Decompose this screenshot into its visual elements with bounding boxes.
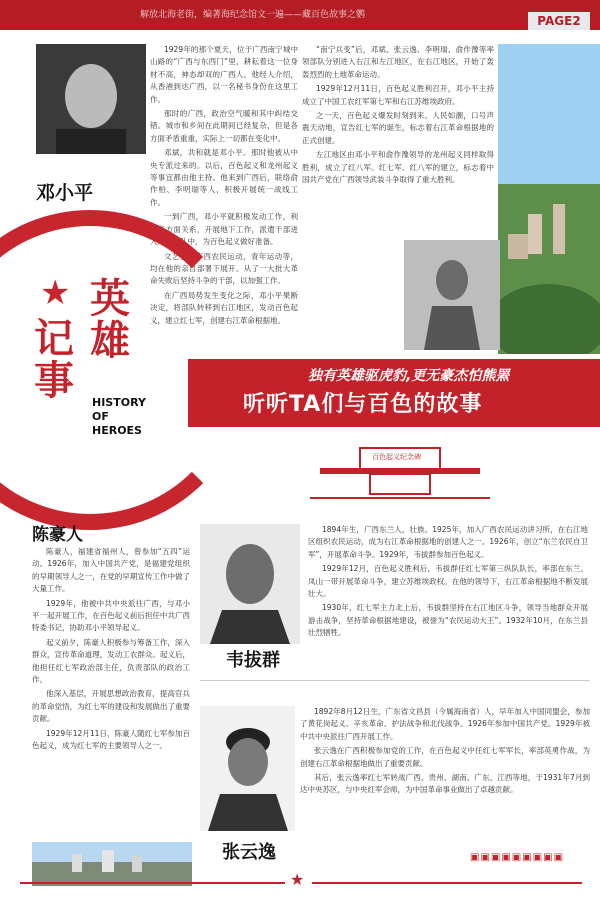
subtitle-line: HEROES [92, 424, 142, 437]
subtitle-line: HISTORY [92, 396, 146, 409]
section-title-2: 记事 [34, 315, 74, 404]
chen-para: 1929年12月11日，陈豪人随红七军参加百色起义，成为红七军的主要领导人之一。 [32, 728, 190, 751]
dxp-para: 左江地区由邓小平和俞作豫领导的龙州起义同样取得胜利，成立了红八军。红七军、红八军的建立，标志着中国共产党在广西领导武装斗争取得了重大胜利。 [302, 150, 494, 185]
star-icon: ★ [40, 273, 71, 313]
banner [188, 359, 600, 427]
chen-para: 他深入基层，开展思想政治教育，提高官兵的革命觉悟，为红七军的建设和发展做出了重要贡献。 [32, 689, 190, 724]
banner-line2: 听听TA们与百色的故事 [243, 392, 483, 417]
dxp-text-col2 [302, 44, 494, 244]
dxp-para: 邓斌，共和就是邓小平。那时他被从中央专派过来的。以后，百色起义和龙州起义等事宜都由他主持。他来到广西后，联络俞作柏、李明瑞等人，积极开展统一战线工作。 [150, 148, 298, 207]
bottom-rule-right [312, 882, 582, 884]
wei-para: 1930年，红七军主力北上后，韦拔群坚持在右江地区斗争，领导当地群众开展游击战争，坚持革命根据地建设，被誉为“农民运动大王”。1932年10月，在东兰县壮烈牺牲。 [308, 603, 588, 638]
dxp-para: 一到广西，邓小平就积极发动工作，利用各方面关系，开展地下工作，派遣干部进入广西军队中，为百色起义做好准备。 [150, 212, 298, 247]
dxp-para: 那时的广西，政治空气暖和其中纠结交错。城市和乡间在此期间已经复杂，但是各方面矛盾重重，实际上一切都在变化中。 [150, 109, 298, 143]
city-photo [498, 44, 600, 354]
bottom-city-photo [32, 842, 192, 886]
bottom-rule-left [20, 882, 285, 884]
subtitle-line: OF [92, 410, 109, 423]
dxp-para: 1929年12月11日，百色起义胜利召开，邓小平主持成立了中国工农红军第七军和右江苏维埃政府。 [302, 84, 494, 106]
chen-para: 起义前夕，陈豪人积极参与筹备工作，深入群众，宣传革命道理，发动工农群众。起义后，他担任红七军政治部主任，负责部队的政治工作。 [32, 637, 190, 685]
dxp-para: “南宁兵变”后，邓斌、张云逸、李明瑞、俞作豫等率领部队分别进入右江和左江地区，在右江地区，开始了轰轰烈烈的土地革命运动。 [302, 45, 494, 79]
decor-pattern: ▣▣▣▣▣▣▣▣▣ [470, 852, 565, 863]
soldier-photo [404, 240, 500, 350]
header-text: 解放北海老街，编著海纪念馆文一遍——藏百色故事之鹦 [140, 10, 366, 20]
monument-label: 百色起义纪念碑 [372, 453, 421, 461]
zhang-para: 1892年8月12日生，广东省文昌县（今属海南省）人，早年加入中国同盟会，参加了黄花岗起义、辛亥革命、护法战争和北伐战争。1926年参加中国共产党。1929年被中共中央派往广西开展工作。 [300, 707, 590, 741]
dxp-portrait [36, 44, 146, 154]
divider [200, 680, 590, 681]
bottom-star-icon: ★ [290, 870, 305, 889]
wei-para: 1894年生，广西东兰人，壮族。1925年，加入广西农民运动讲习所，在右江地区组织农民运动，成为右江革命根据地的创建人之一。1926年，创立“东兰农民自卫军”，开展革命斗争。1929年，韦拔群参加百色起义。 [308, 525, 588, 559]
dxp-name: 邓小平 [36, 182, 94, 204]
dxp-para: 1929年的那个夏天，位于广西南宁城中山路的“广西与东西门”里，耕耘着这一位身材不高，神态却双的广西人。他经人介绍，从香港到达广西，以一名秘书身份在这里工作。 [150, 45, 298, 104]
dxp-para: 在广西局势发生变化之际，邓小平果断决定，将部队转移到右江地区，发动百色起义，建立红七军，创建右江革命根据地。 [150, 290, 298, 325]
top-bar [0, 0, 600, 30]
page-badge: PAGE2 [528, 12, 590, 30]
chen-text [32, 546, 190, 836]
banner-line1: 独有英雄驱虎豹,更无豪杰怕熊罴 [308, 368, 510, 384]
chen-para: 1929年，他被中共中央派往广西，与邓小平一起开展工作，在百色起义前后担任中共广西特委书记，协助邓小平领导起义。 [32, 598, 190, 633]
chen-name: 陈豪人 [32, 525, 83, 545]
zhang-name: 张云逸 [222, 842, 276, 863]
zhang-text [300, 706, 590, 856]
chen-para: 陈豪人，福建省福州人，曾参加“五四”运动。1926年，加入中国共产党，是福建党组织的早期领导人之一，在党的早期宣传工作中做了大量工作。 [32, 547, 190, 594]
wei-para: 1929年12月，百色起义胜利后，韦拔群任红七军第三纵队队长，率部在东兰、凤山一带开展革命斗争，建立苏维埃政权。在他的领导下，右江革命根据地不断发展壮大。 [308, 564, 588, 599]
section-title-1: 英雄 [90, 275, 130, 364]
zhang-portrait [200, 706, 295, 831]
zhang-para: 其后，张云逸率红七军转战广西、贵州、湖南、广东、江西等地，于1931年7月到达中央苏区，与中央红军会师，为中国革命事业做出了卓越贡献。 [300, 773, 590, 795]
wei-name: 韦拔群 [226, 650, 280, 671]
dxp-para: 文艺室，广西农民运动，青年运动等，均在他的亲自部署下展开。从了一大批大革命失败后坚持斗争的干部，以加强工作。 [150, 251, 298, 286]
section-subtitle [92, 396, 146, 438]
zhang-para: 张云逸在广西积极参加党的工作，在百色起义中任红七军军长，率部英勇作战，为创建右江革命根据地做出了重要贡献。 [300, 746, 590, 768]
wei-text [308, 524, 588, 672]
monument-illustration [300, 428, 500, 508]
dxp-para: 之一天，百色起义爆发时刻到来。人民如潮，口号声震天动地，宣告红七军的诞生，标志着右江革命根据地的正式创建。 [302, 111, 494, 145]
wei-portrait [200, 524, 300, 644]
